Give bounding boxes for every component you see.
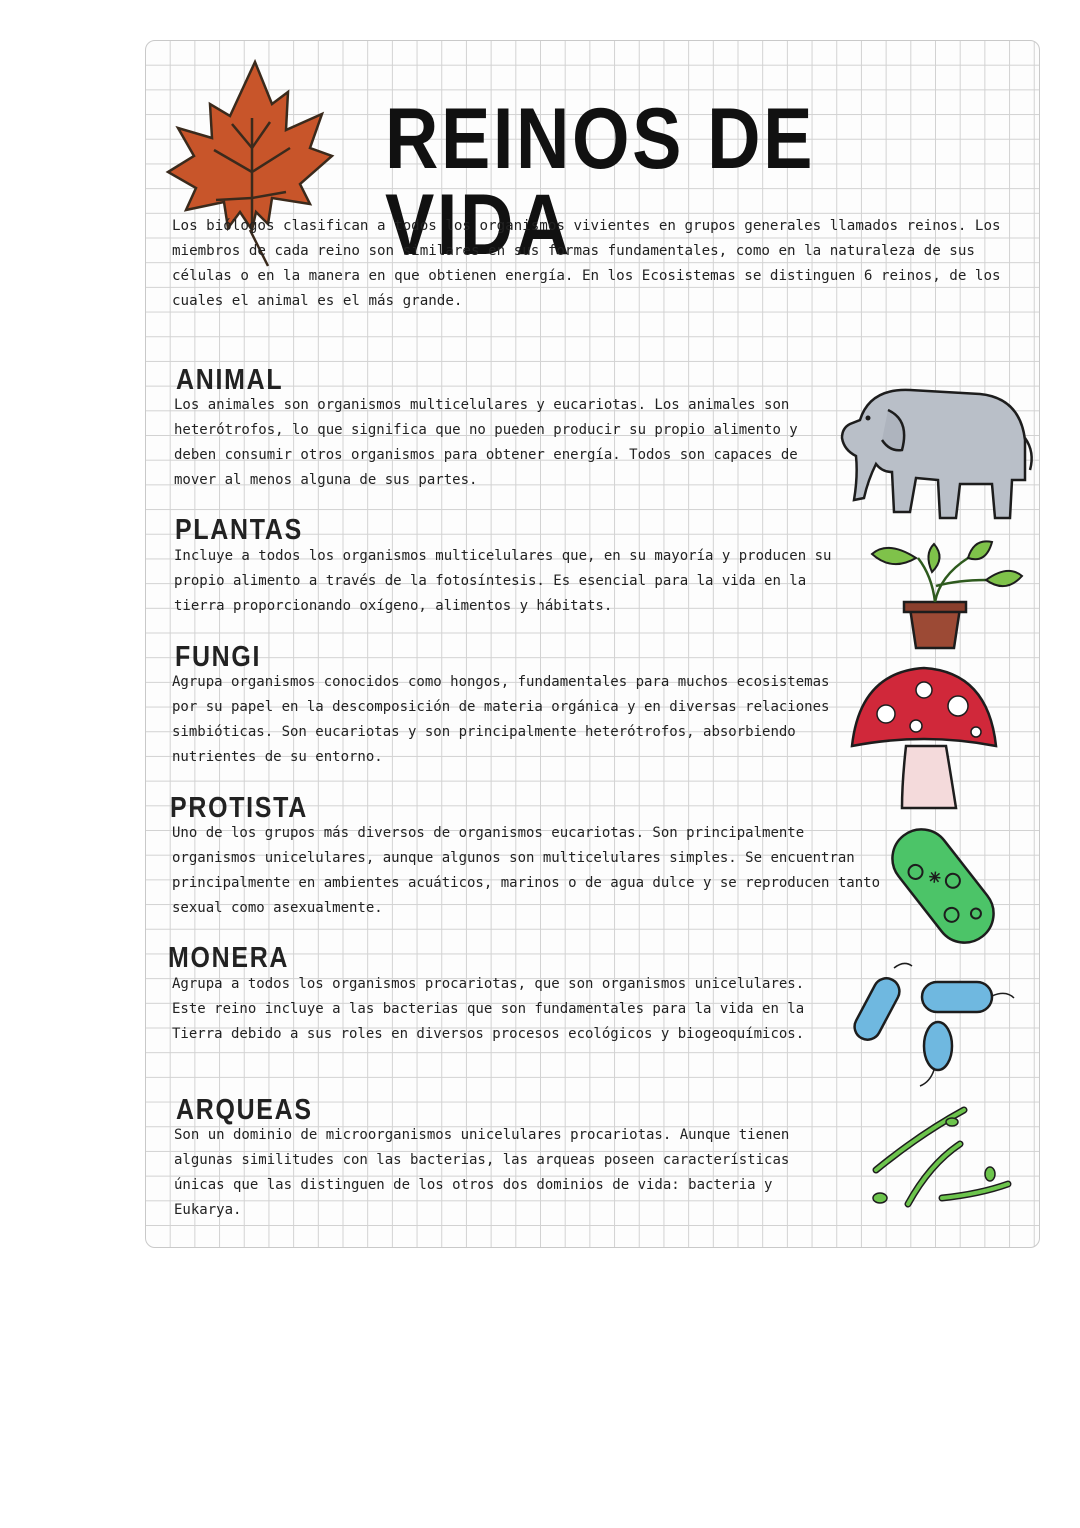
text-monera: Agrupa a todos los organismos procariotas, que son organismos unicelulares. Este reino incluye a las bacterias que son fundamentales para la vida en la Tierra debido a sus roles en diversos procesos ecológicos y biogeoquímicos. — [172, 976, 805, 1042]
heading-arqueas: ARQUEAS — [176, 1094, 313, 1126]
archaea-icon — [860, 1094, 1030, 1214]
text-animal: Los animales son organismos multicelulares y eucariotas. Los animales son heterótrofos, lo que significa que no pueden producir su propio alimento y deben consumir otros organismos para obtener energía. Todos son capaces de mover al menos alguna de sus partes. — [174, 397, 798, 488]
protist-icon — [878, 818, 1008, 954]
intro-paragraph: Los biólogos clasifican a todos los organismos vivientes en grupos generales llamados reinos. Los miembros de cada reino son similares en sus formas fundamentales, como en la naturaleza de sus células o en la manera en que obtienen energía. En los Ecosistemas se distinguen 6 reinos, de los cuales el animal es el más grande. — [172, 218, 1001, 309]
mushroom-icon — [846, 662, 1001, 812]
heading-protista: PROTISTA — [170, 792, 309, 824]
text-fungi: Agrupa organismos conocidos como hongos, fundamentales para muchos ecosistemas por su papel en la descomposición de materia orgánica y en diversas relaciones simbióticas. Son eucariotas y son principalmente heterótrofos, absorbiendo nutrientes de su entorno. — [172, 674, 830, 765]
page-title: REINOS DE VIDA — [385, 91, 816, 273]
text-protista: Uno de los grupos más diversos de organismos eucariotas. Son principalmente organismos unicelulares, aunque algunos son multicelulares simples. Se encuentran principalmente en ambientes acuáticos, marinos o de agua dulce y se reproducen tanto sexual como asexualmente. — [172, 825, 881, 916]
heading-animal: ANIMAL — [176, 364, 284, 396]
heading-fungi: FUNGI — [175, 641, 262, 673]
bacteria-icon — [850, 954, 1020, 1094]
elephant-icon — [830, 380, 1040, 530]
heading-plantas: PLANTAS — [175, 514, 303, 546]
heading-monera: MONERA — [168, 942, 290, 974]
potted-plant-icon — [858, 536, 1028, 656]
text-plantas: Incluye a todos los organismos multicelulares que, en su mayoría y producen su propio alimento a través de la fotosíntesis. Es esencial para la vida en la tierra proporcionando oxígeno, alimentos y hábitats. — [174, 548, 832, 614]
text-arqueas: Son un dominio de microorganismos unicelulares procariotas. Aunque tienen algunas similitudes con las bacterias, las arqueas poseen características únicas que las distinguen de los otros dos dominios de vida: bacteria y Eukarya. — [174, 1127, 790, 1218]
